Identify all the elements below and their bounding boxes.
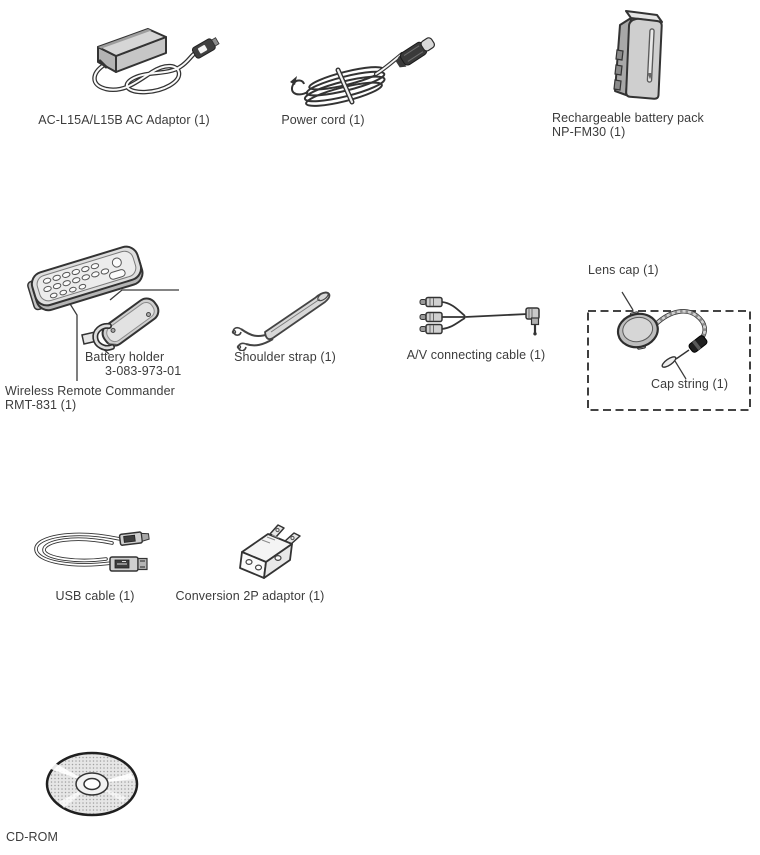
battery-pack-label-line2: NP-FM30 (1)	[552, 125, 626, 139]
power-cord-illustration	[280, 30, 450, 120]
usb-cable-illustration	[32, 525, 157, 580]
remote-commander-label-line1: Wireless Remote Commander	[5, 384, 175, 398]
remote-commander-label-line2: RMT-831 (1)	[5, 398, 77, 412]
ac-adaptor-label: AC-L15A/L15B AC Adaptor (1)	[38, 113, 210, 127]
cd-rom-label: CD-ROM	[6, 830, 58, 844]
battery-holder-part-number: 3-083-973-01	[105, 364, 182, 378]
ac-adaptor-illustration	[60, 15, 225, 115]
av-cable-label: A/V connecting cable (1)	[406, 348, 546, 362]
conversion-2p-adaptor-illustration	[232, 522, 312, 584]
av-cable-illustration	[418, 288, 553, 343]
cap-string-label: Cap string (1)	[651, 377, 729, 391]
battery-pack-illustration	[598, 4, 693, 109]
battery-holder-label: Battery holder	[85, 350, 165, 364]
shoulder-strap-label: Shoulder strap (1)	[234, 350, 336, 364]
lens-cap-label: Lens cap (1)	[588, 263, 659, 277]
conversion-2p-adaptor-label: Conversion 2P adaptor (1)	[175, 589, 325, 603]
usb-cable-label: USB cable (1)	[55, 589, 135, 603]
shoulder-strap-illustration	[225, 276, 340, 351]
lens-cap-illustration	[585, 258, 755, 416]
cd-rom-illustration	[40, 746, 145, 826]
battery-pack-label-line1: Rechargeable battery pack	[552, 111, 704, 125]
battery-pack-label	[552, 111, 704, 139]
power-cord-label: Power cord (1)	[281, 113, 365, 127]
